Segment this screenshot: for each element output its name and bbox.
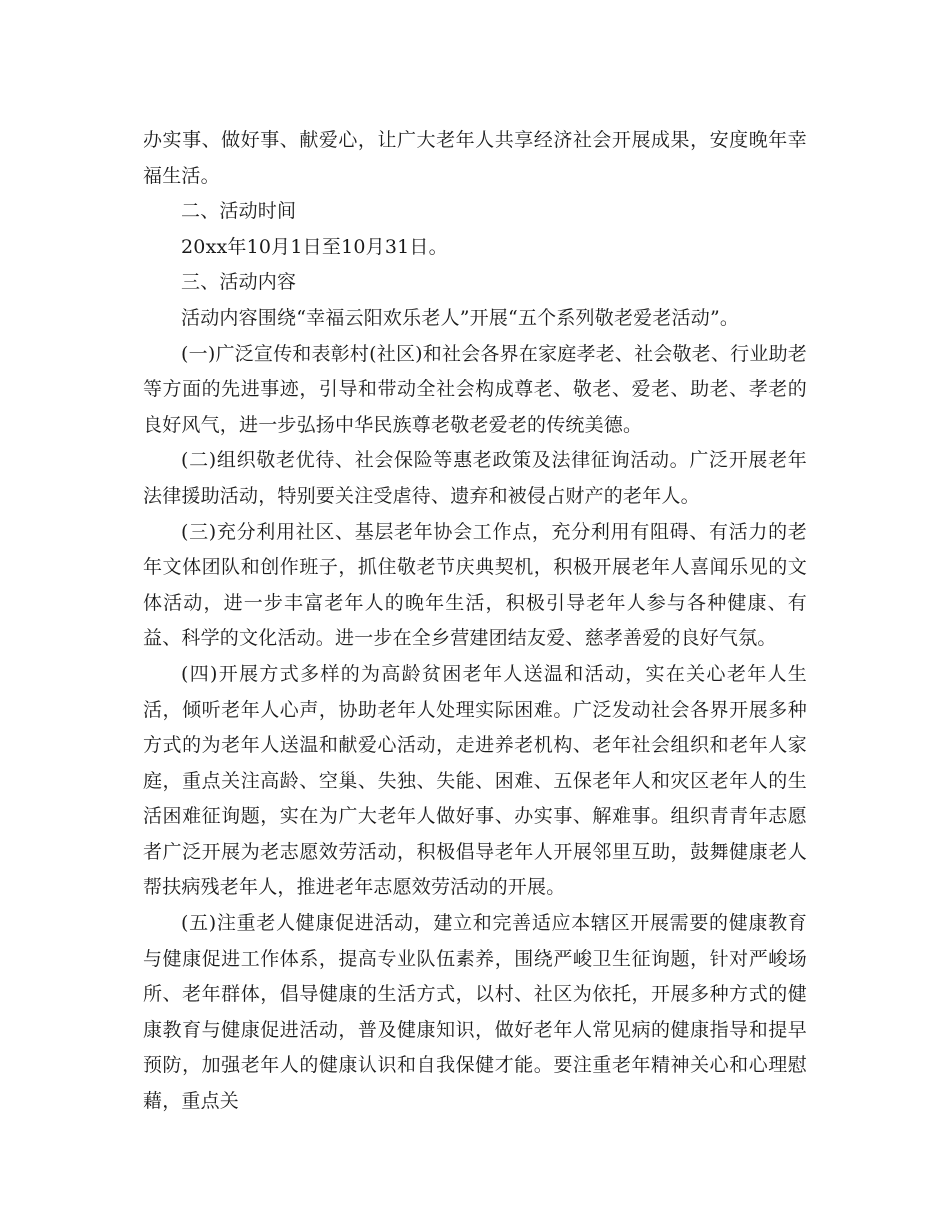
paragraph-item-5: (五)注重老人健康促进活动，建立和完善适应本辖区开展需要的健康教育与健康促进工作体系，提高专业队伍素养，围绕严峻卫生征询题，针对严峻场所、老年群体，倡导健康的生活方式，以村、社区为依托，开展多种方式的健康教育与健康促进活动，普及健康知识，做好老年人常见病的健康指导和提早预防，加强老年人的健康认识和自我保健才能。要注重老年精神关心和心理慰藉，重点关	[143, 912, 807, 1113]
paragraph-content-intro: 活动内容围绕“幸福云阳欢乐老人”开展“五个系列敬老爱老活动”。	[181, 306, 740, 329]
section-heading-activity-time: 二、活动时间	[181, 200, 297, 223]
section-heading-activity-content: 三、活动内容	[181, 271, 297, 294]
paragraph-item-3: (三)充分利用社区、基层老年协会工作点，充分利用有阻碍、有活力的老年文体团队和创作班子，抓住敬老节庆典契机，积极开展老年人喜闻乐见的文体活动，进一步丰富老年人的晚年生活，积极引导老年人参与各种健康、有益、科学的文化活动。进一步在全乡营建团结友爱、慈孝善爱的良好气氛。	[143, 520, 807, 650]
paragraph-continuation: 办实事、做好事、献爱心，让广大老年人共享经济社会开展成果，安度晚年幸福生活。	[143, 129, 807, 187]
activity-date-range: 20xx年10月1日至10月31日。	[181, 235, 448, 258]
paragraph-item-4: (四)开展方式多样的为高龄贫困老年人送温和活动，实在关心老年人生活，倾听老年人心声，协助老年人处理实际困难。广泛发动社会各界开展多种方式的为老年人送温和献爱心活动，走进养老机构、老年社会组织和老年人家庭，重点关注高龄、空巢、失独、失能、困难、五保老年人和灾区老年人的生活困难征询题，实在为广大老年人做好事、办实事、解难事。组织青青年志愿者广泛开展为老志愿效劳活动，积极倡导老年人开展邻里互助，鼓舞健康老人帮扶病残老年人，推进老年志愿效劳活动的开展。	[143, 662, 807, 899]
paragraph-item-1: (一)广泛宣传和表彰村(社区)和社会各界在家庭孝老、社会敬老、行业助老等方面的先进事迹，引导和带动全社会构成尊老、敬老、爱老、助老、孝老的良好风气，进一步弘扬中华民族尊老敬老爱老的传统美德。	[143, 342, 807, 436]
paragraph-item-2: (二)组织敬老优待、社会保险等惠老政策及法律征询活动。广泛开展老年法律援助活动，特别要关注受虐待、遗弃和被侵占财产的老年人。	[143, 449, 807, 507]
document-body	[143, 123, 807, 1120]
